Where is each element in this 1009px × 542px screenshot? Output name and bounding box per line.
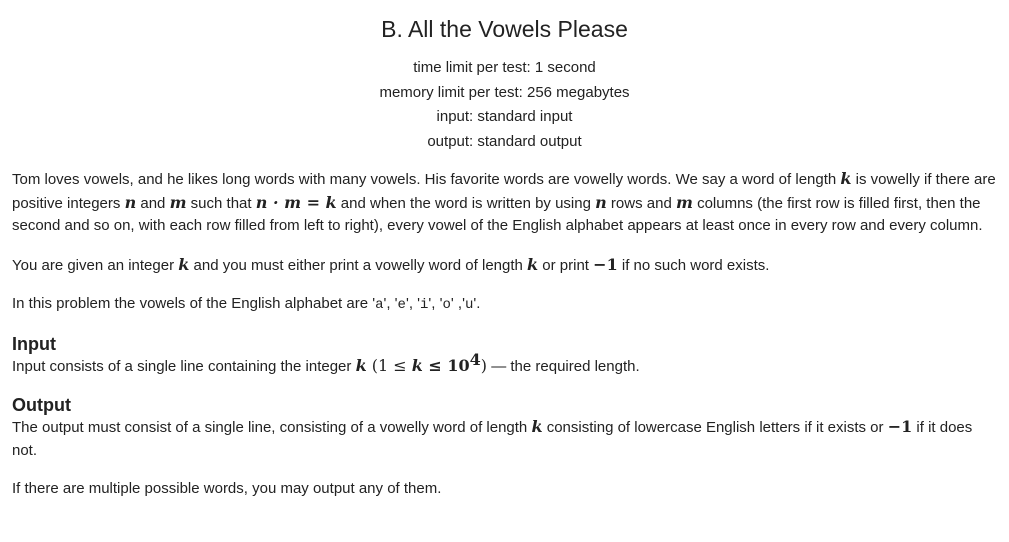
- vowel-o: o: [442, 297, 451, 313]
- output-section: [12, 394, 997, 501]
- text: consisting of lowercase English letters if it exists or: [542, 419, 888, 436]
- text: The output must consist of a single line, consisting of a vowelly word of length: [12, 419, 532, 436]
- math-m: m: [675, 192, 693, 212]
- text: if no such word exists.: [617, 256, 770, 274]
- math-range-open: (1 ≤: [366, 355, 412, 375]
- input-section-title: Input: [12, 333, 56, 354]
- memory-limit: memory limit per test: 256 megabytes: [379, 83, 630, 101]
- math-equation: n · m = k: [255, 192, 337, 212]
- vowel-a: a: [375, 297, 384, 313]
- text: ', ': [405, 295, 421, 312]
- text: '.: [473, 295, 481, 312]
- text: Tom loves vowels, and he likes long words with many vowels. His favorite words are vowelly words. We say a word of length: [12, 171, 841, 188]
- output-note: If there are multiple possible words, you may output any of them.: [12, 480, 442, 497]
- input-section: [12, 333, 997, 379]
- math-range-close: ): [480, 355, 488, 375]
- text: and: [136, 194, 170, 212]
- math-k: k: [411, 355, 423, 375]
- output-section-title: Output: [12, 395, 71, 415]
- text: ', ': [428, 295, 443, 312]
- text: is vowelly if there are positive integers: [12, 171, 996, 212]
- vowel-e: e: [397, 297, 406, 313]
- text: ', ': [383, 295, 398, 312]
- math-k: k: [527, 254, 539, 274]
- output-description: [12, 416, 997, 462]
- input-spec: input: standard input: [436, 108, 573, 125]
- math-range-bound: ≤ 10: [422, 355, 470, 375]
- statement-paragraph-1: [12, 168, 997, 238]
- math-n: n: [595, 192, 607, 212]
- text: You are given an integer: [12, 256, 179, 274]
- text: In this problem the vowels of the English alphabet are ': [12, 295, 376, 312]
- vowel-i: i: [420, 297, 429, 313]
- math-exponent: 4: [469, 349, 481, 369]
- problem-title: B. All the Vowels Please: [381, 16, 628, 42]
- text: or print: [538, 256, 594, 274]
- problem-statement: [12, 168, 997, 317]
- math-k: k: [840, 169, 852, 188]
- text: columns (the first row is filled first, then the second and so on, with each row filled from left to right), every vowel of the English alphabet appears at least once in every row and every column.: [12, 194, 983, 234]
- time-limit: time limit per test: 1 second: [413, 59, 596, 76]
- problem-header: [12, 0, 997, 154]
- text: Input consists of a single line containing the integer: [12, 357, 356, 375]
- text: ' ,': [450, 295, 465, 312]
- text: such that: [186, 194, 256, 212]
- math-n: n: [124, 192, 137, 212]
- math-k: k: [355, 355, 367, 375]
- vowel-u: u: [464, 297, 474, 313]
- statement-paragraph-2: [12, 254, 997, 278]
- math-k: k: [531, 417, 543, 436]
- math-m: m: [169, 192, 187, 212]
- statement-paragraph-3: [12, 293, 997, 317]
- math-minus-one: −1: [887, 417, 913, 436]
- math-k: k: [178, 254, 190, 274]
- text: and you must either print a vowelly word of length: [189, 256, 528, 274]
- text: and when the word is written by using: [336, 194, 596, 212]
- text: if it does not.: [12, 419, 973, 459]
- input-description: [12, 349, 997, 379]
- math-minus-one: −1: [593, 254, 618, 274]
- text: rows and: [606, 194, 676, 212]
- text: — the required length.: [487, 357, 640, 375]
- output-spec: output: standard output: [427, 132, 582, 150]
